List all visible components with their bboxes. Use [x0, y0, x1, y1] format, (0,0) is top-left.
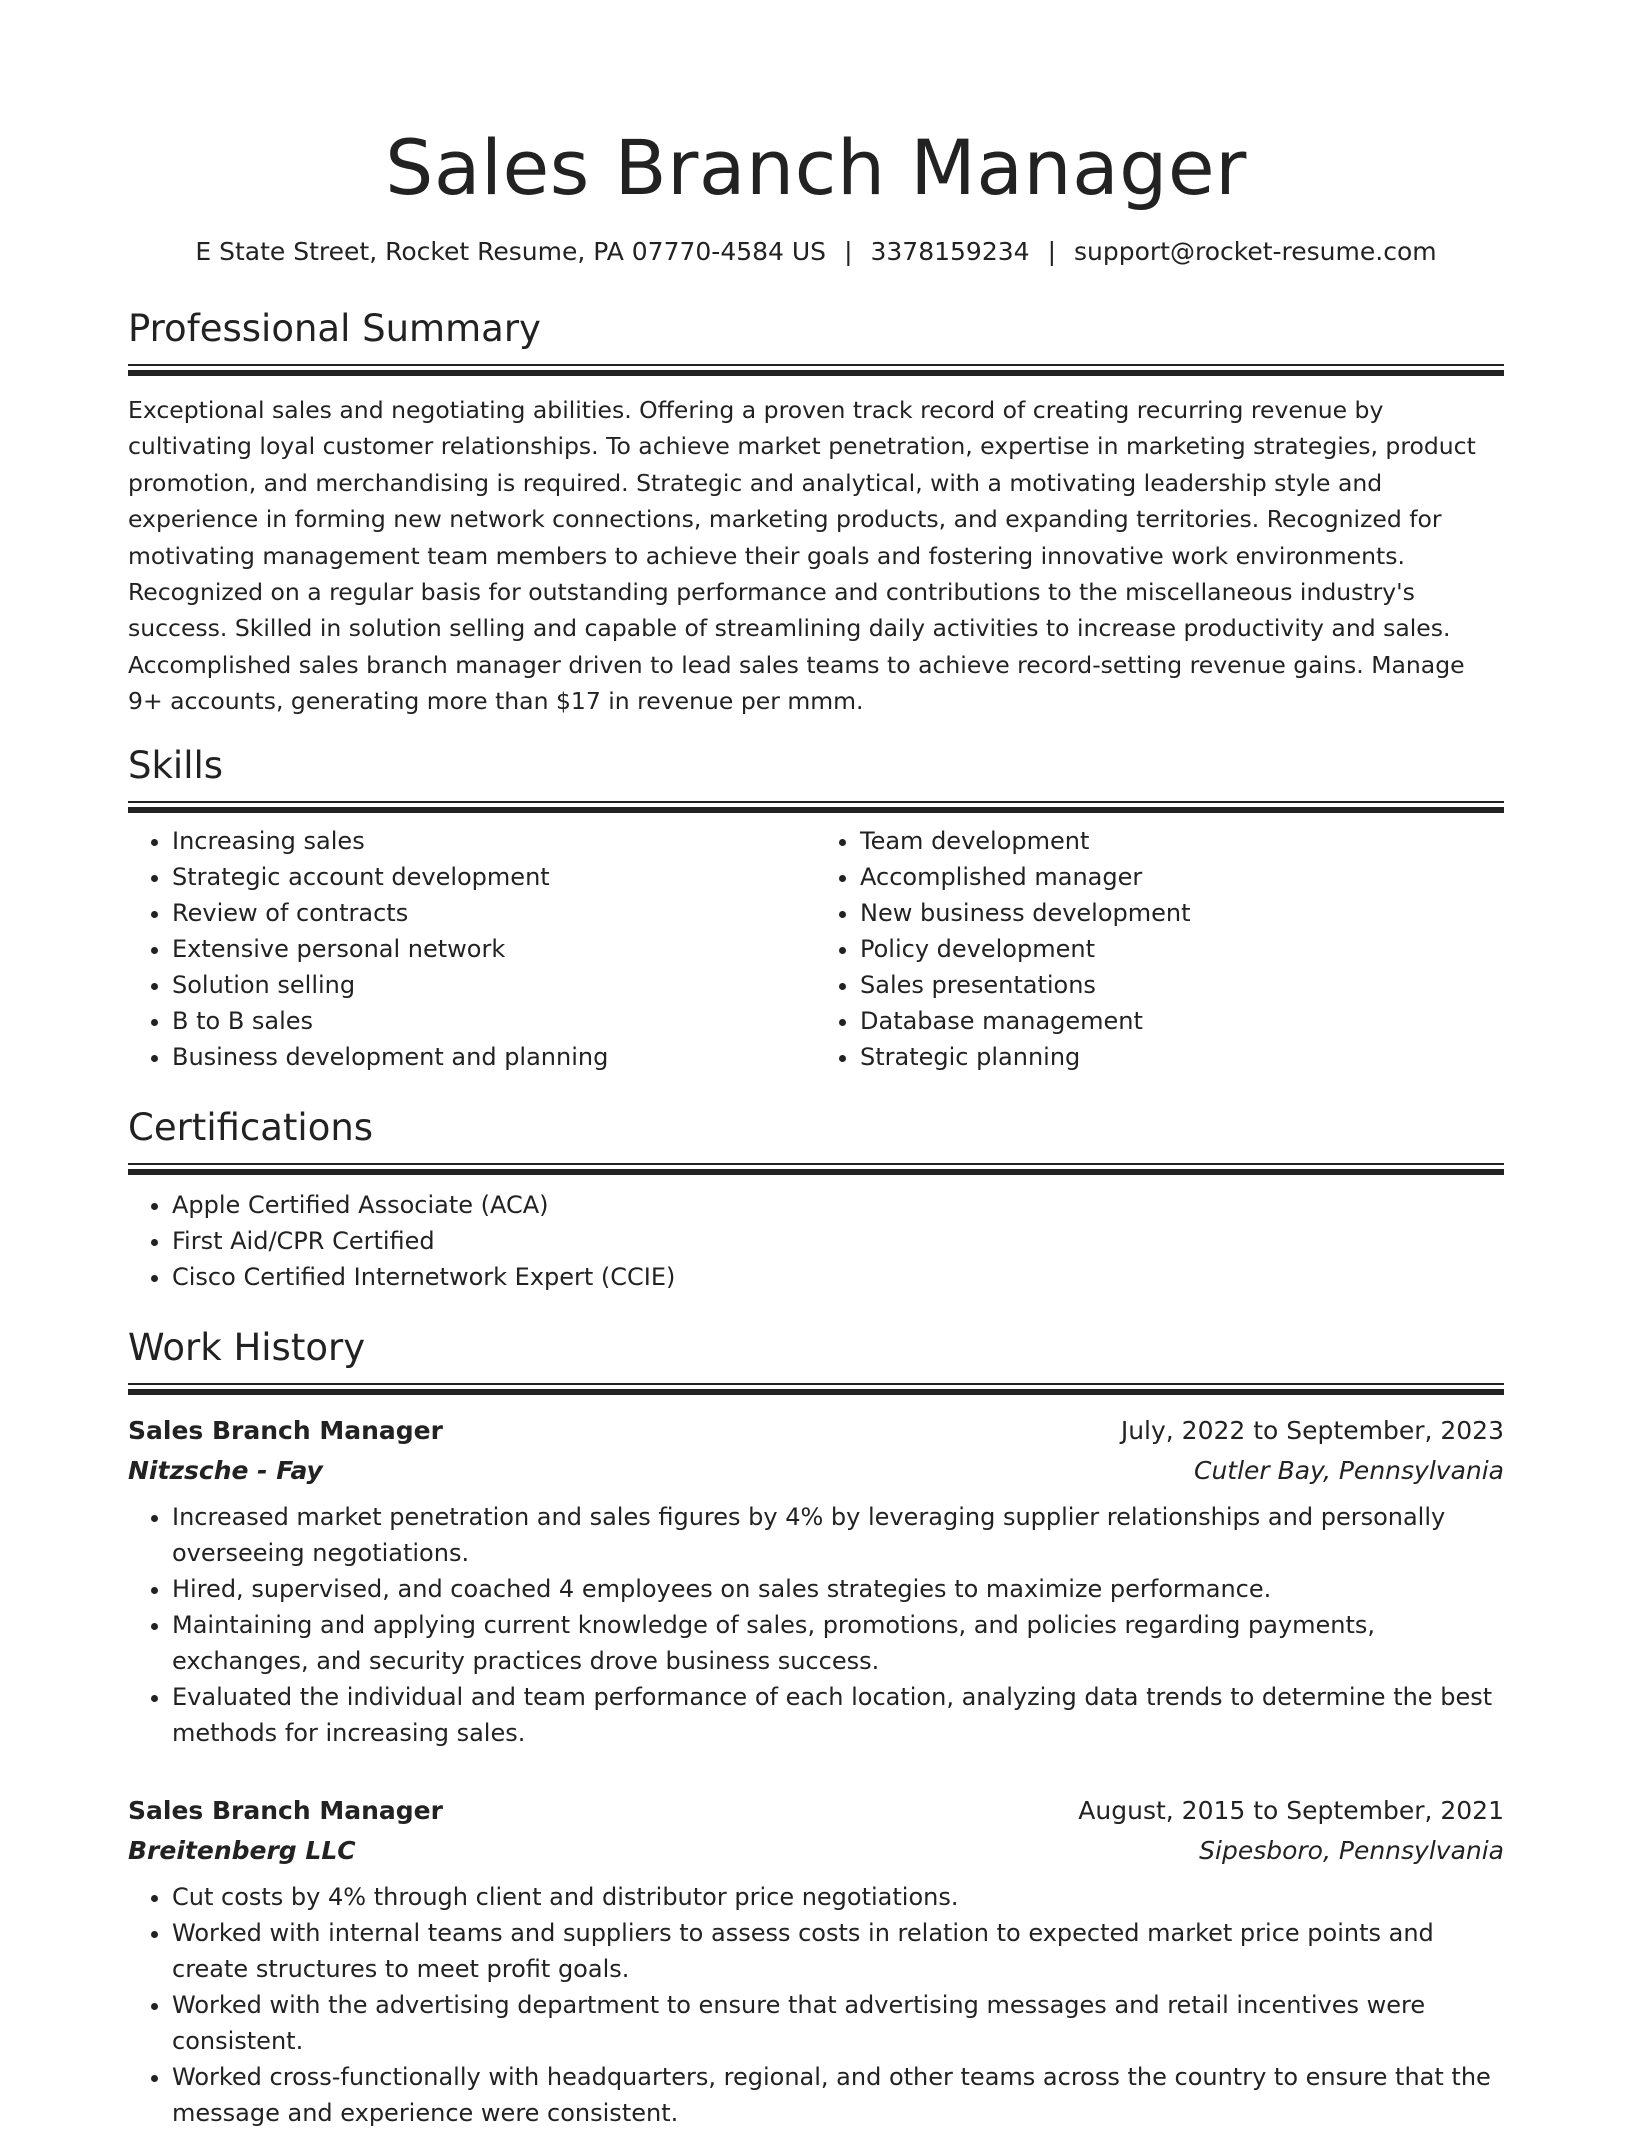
job-bullet: • Worked cross-functionally with headquarters, regional, and other teams across the country to ensure that the message and experience were consistent.	[172, 2059, 1504, 2131]
skill-item: • Policy development	[860, 931, 1504, 967]
job-company: Nitzsche - Fay	[128, 1456, 323, 1486]
section-divider	[128, 1383, 1504, 1397]
skill-item: • Business development and planning	[172, 1039, 816, 1075]
contact-email: support@rocket-resume.com	[1074, 237, 1437, 266]
skills-left-list	[128, 823, 816, 1075]
summary-text: Exceptional sales and negotiating abilities. Offering a proven track record of creating recurring revenue by cultivating loyal customer relationships. To achieve market penetration, expertise in marketing strategies, product promotion, and merchandising is required. Strategic and analytical, with a motivating leadership style and experience in forming new network connections, marketing products, and expanding territories. Recognized for motivating management team members to achieve their goals and fostering innovative work environments. Recognized on a regular basis for outstanding performance and contributions to the miscellaneous industry's success. Skilled in solution selling and capable of streamlining daily activities to increase productivity and sales. Accomplished sales branch manager driven to lead sales teams to achieve record-setting revenue gains. Manage 9+ accounts, generating more than $17 in revenue per mmm.	[128, 396, 1476, 716]
job-dates: August, 2015 to September, 2021	[1078, 1796, 1504, 1826]
resume-name: Sales Branch Manager	[385, 123, 1247, 212]
job-bullet: • Worked with internal teams and suppliers to assess costs in relation to expected market price points and create structures to meet profit goals.	[172, 1915, 1504, 1987]
job-bullet: • Worked with the advertising department to ensure that advertising messages and retail incentives were consistent.	[172, 1987, 1504, 2059]
job-dates: July, 2022 to September, 2023	[1120, 1416, 1504, 1446]
skills-right-list	[816, 823, 1504, 1075]
skill-item: • Strategic planning	[860, 1039, 1504, 1075]
job-company: Breitenberg LLC	[128, 1836, 356, 1866]
skill-item: • Team development	[860, 823, 1504, 859]
skill-item: • Review of contracts	[172, 895, 816, 931]
job-entry	[128, 1411, 1504, 1751]
job-bullet: • Evaluated the individual and team performance of each location, analyzing data trends to determine the best methods for increasing sales.	[172, 1679, 1504, 1751]
skills-section	[128, 743, 1504, 1075]
certifications-section	[128, 1105, 1504, 1295]
skill-item: • Extensive personal network	[172, 931, 816, 967]
work-history-heading: Work History	[128, 1326, 366, 1370]
skill-item: • Accomplished manager	[860, 859, 1504, 895]
work-history-section	[128, 1325, 1504, 2131]
contact-phone: 3378159234	[870, 237, 1030, 266]
section-divider	[128, 364, 1504, 378]
skill-item: • Database management	[860, 1003, 1504, 1039]
summary-heading: Professional Summary	[128, 307, 541, 350]
job-company-row	[128, 1451, 1504, 1491]
skill-item: • Solution selling	[172, 967, 816, 1003]
job-location: Cutler Bay, Pennsylvania	[1193, 1456, 1504, 1486]
job-bullet: • Hired, supervised, and coached 4 employees on sales strategies to maximize performance.	[172, 1571, 1504, 1607]
certification-item: • First Aid/CPR Certified	[172, 1223, 1504, 1259]
job-location: Sipesboro, Pennsylvania	[1199, 1836, 1504, 1866]
contact-separator: |	[1047, 237, 1056, 266]
job-bullet: • Cut costs by 4% through client and distributor price negotiations.	[172, 1879, 1504, 1915]
job-bullets	[128, 1499, 1504, 1751]
skill-item: • B to B sales	[172, 1003, 816, 1039]
job-bullet: • Maintaining and applying current knowledge of sales, promotions, and policies regarding payments, exchanges, and security practices drove business success.	[172, 1607, 1504, 1679]
certification-item: • Cisco Certified Internetwork Expert (CCIE)	[172, 1259, 1504, 1295]
job-entry	[128, 1791, 1504, 2131]
contact-line	[128, 234, 1504, 270]
job-bullets	[128, 1879, 1504, 2131]
section-divider	[128, 801, 1504, 815]
job-bullet: • Increased market penetration and sales figures by 4% by leveraging supplier relationships and personally overseeing negotiations.	[172, 1499, 1504, 1571]
skill-item: • New business development	[860, 895, 1504, 931]
summary-section	[128, 306, 1504, 720]
job-company-row	[128, 1831, 1504, 1871]
job-title: Sales Branch Manager	[128, 1796, 443, 1826]
section-divider	[128, 1163, 1504, 1177]
skill-item: • Increasing sales	[172, 823, 816, 859]
skill-item: • Sales presentations	[860, 967, 1504, 1003]
job-header-row	[128, 1791, 1504, 1831]
skill-item: • Strategic account development	[172, 859, 816, 895]
contact-separator: |	[844, 237, 853, 266]
certifications-heading: Certifications	[128, 1106, 374, 1150]
job-title: Sales Branch Manager	[128, 1416, 443, 1446]
certifications-list	[128, 1187, 1504, 1295]
job-header-row	[128, 1411, 1504, 1451]
skills-heading: Skills	[128, 744, 224, 788]
certification-item: • Apple Certified Associate (ACA)	[172, 1187, 1504, 1223]
contact-address: E State Street, Rocket Resume, PA 07770-4584 US	[195, 237, 827, 266]
skills-columns	[128, 823, 1504, 1075]
